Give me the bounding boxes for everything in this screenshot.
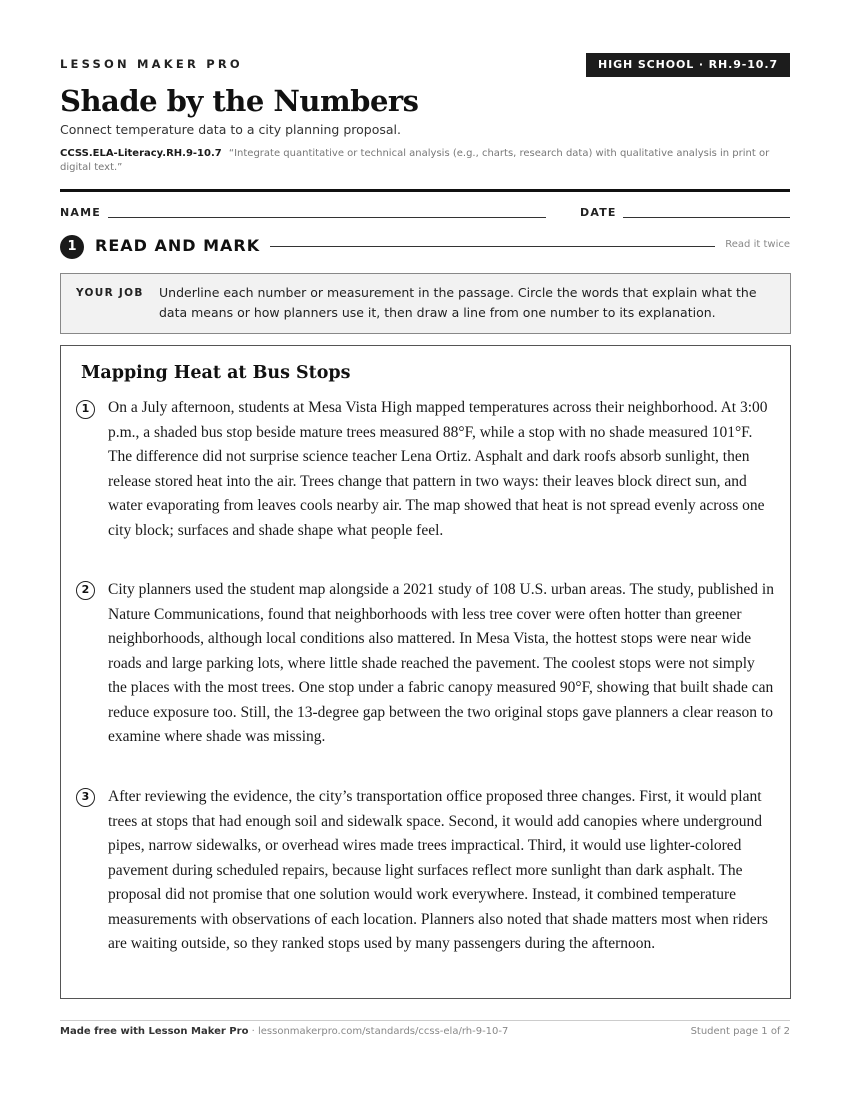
standard-statement (60, 147, 790, 175)
standard-code: CCSS.ELA-Literacy.RH.9-10.7 (60, 148, 222, 159)
passage-paragraph-3: After reviewing the evidence, the city’s transportation office proposed three changes. First, it would plant trees at stops that had enough soil and sidewalk space. Second, it would add canopies where underground pipes, narrow sidewalks, or overhead wires made trees impractical. Third, it would use lighter-colored pavement during scheduled repairs, because light surfaces reflect more sunlight than dark asphalt. The proposal did not promise that one solution would work everywhere. Instead, it combined temperature measurements with observations of each location. Planners also noted that shade matters most when riders are waiting outside, so they ranked stops used by many passengers during the afternoon. (108, 788, 768, 952)
paragraph-number-2: 2 (76, 581, 95, 600)
instructions-box (60, 273, 791, 334)
paragraph-number-1: 1 (76, 400, 95, 419)
footer-divider (60, 1020, 790, 1021)
standard-text: “Integrate quantitative or technical analysis (e.g., charts, research data) with qualitative analysis in print or digital text.” (60, 148, 770, 173)
page-title: Shade by the Numbers (60, 84, 419, 118)
page-number: Student page 1 of 2 (690, 1026, 790, 1037)
date-label: DATE (580, 206, 617, 219)
section-number-badge: 1 (60, 235, 84, 259)
footer-url[interactable]: · lessonmakerpro.com/standards/ccss-ela/rh-9-10-7 (248, 1026, 509, 1037)
name-field[interactable] (108, 217, 546, 218)
passage-paragraph-1: On a July afternoon, students at Mesa Vista High mapped temperatures across their neighborhood. At 3:00 p.m., a shaded bus stop beside mature trees measured 88°F, while a stop with no shade measured 101°F. The difference did not surprise science teacher Lena Ortiz. Asphalt and dark roofs absorb sunlight, then release stored heat into the air. Trees change that pattern in two ways: their leaves block direct sun, and water evaporating from leaves cools nearby air. The map showed that heat is not spread evenly across one city block; surfaces and shade shape what people feel. (108, 399, 768, 539)
brand-name: LESSON MAKER PRO (60, 57, 243, 71)
section-title: READ AND MARK (95, 236, 261, 255)
instructions-label: YOUR JOB (76, 287, 144, 299)
name-label: NAME (60, 206, 101, 219)
passage-title: Mapping Heat at Bus Stops (81, 363, 351, 383)
paragraph-number-3: 3 (76, 788, 95, 807)
date-field[interactable] (623, 217, 790, 218)
section-note: Read it twice (725, 239, 790, 250)
section-divider (270, 246, 715, 247)
reading-passage (60, 345, 791, 999)
level-badge: HIGH SCHOOL · RH.9-10.7 (586, 53, 790, 77)
page-subtitle: Connect temperature data to a city planning proposal. (60, 122, 401, 137)
instructions-text: Underline each number or measurement in the passage. Circle the words that explain what the data means or how planners use it, then draw a line from one number to its explanation. (159, 285, 757, 320)
footer-credit (60, 1026, 508, 1037)
passage-paragraph-2: City planners used the student map alongside a 2021 study of 108 U.S. urban areas. The study, published in Nature Communications, found that neighborhoods with less tree cover were often hotter than greener neighborhoods, although local conditions also mattered. In Mesa Vista, the hottest stops were near wide roads and large parking lots, where little shade reached the pavement. The coolest stops were not simply the places with the most trees. One stop under a fabric canopy measured 90°F, showing that built shade can reduce exposure too. Still, the 13-degree gap between the two original stops gave planners a clear reason to examine where shade was missing. (108, 581, 774, 745)
footer-made-with: Made free with Lesson Maker Pro (60, 1026, 249, 1037)
header-divider (60, 189, 790, 192)
